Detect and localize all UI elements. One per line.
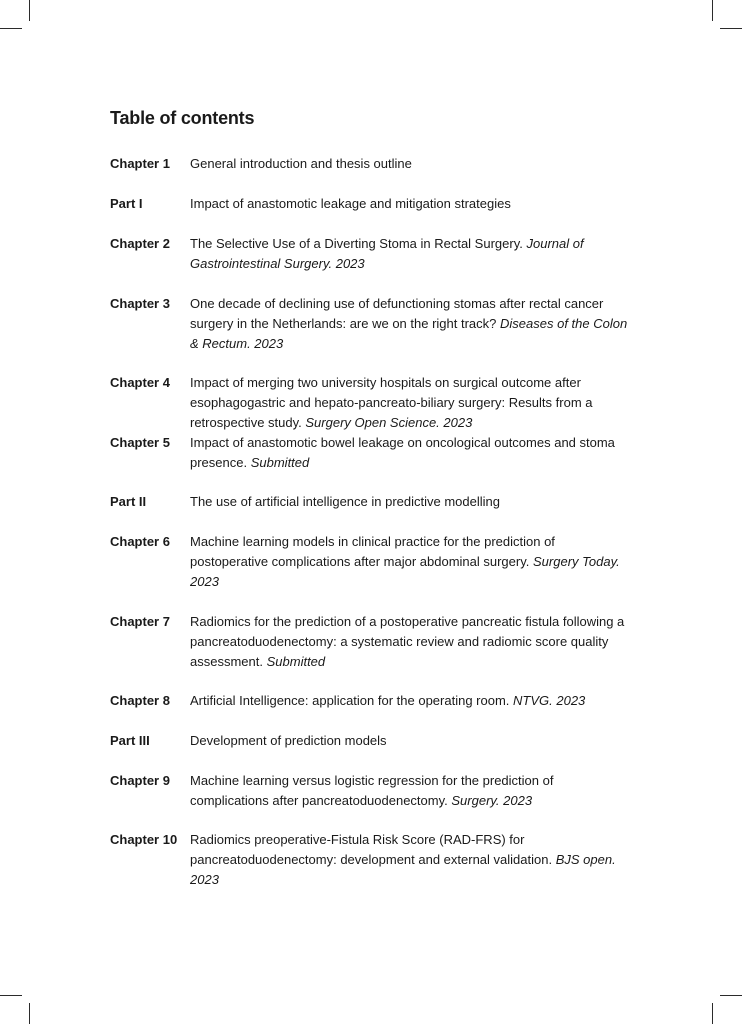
entry-title: Artificial Intelligence: application for the operating room. [190,693,510,708]
entry-title: Machine learning models in clinical practice for the prediction of postoperative complications after major abdominal surgery. [190,534,555,569]
entry-journal: Surgery Open Science. 2023 [305,415,473,430]
toc-entry-chapter-8 [110,691,630,711]
entry-title: Impact of merging two university hospitals on surgical outcome after esophagogastric and hepato-pancreato-biliary surgery: Results from a retrospective study. [190,375,593,430]
entry-label: Chapter 4 [110,375,170,390]
entry-title: Radiomics preoperative-Fistula Risk Score (RAD-FRS) for pancreatoduodenectomy: development and external validation. [190,832,553,867]
toc-entry-part-1 [110,194,630,214]
page-title: Table of contents [110,108,255,128]
toc-entry-chapter-3 [110,294,630,354]
entry-journal: Surgery Today. 2023 [190,554,620,589]
entry-journal: BJS open. 2023 [190,852,616,887]
entry-title: Impact of anastomotic leakage and mitigation strategies [190,196,511,211]
entry-title: Machine learning versus logistic regression for the prediction of complications after pancreatoduodenectomy. [190,773,554,808]
toc-entry-chapter-6 [110,532,630,592]
entry-label: Chapter 10 [110,832,178,847]
toc-entry-chapter-4 [110,373,630,433]
entry-journal: Surgery. 2023 [451,793,533,808]
crop-mark-top-left [29,0,30,21]
entry-title: The use of artificial intelligence in predictive modelling [190,494,500,509]
entry-label: Chapter 6 [110,534,170,549]
entry-title: Impact of anastomotic bowel leakage on oncological outcomes and stoma presence. [190,435,615,470]
entry-journal: Submitted [250,455,310,470]
crop-mark-top-right [712,0,713,21]
entry-label: Chapter 5 [110,435,170,450]
entry-title: The Selective Use of a Diverting Stoma in Rectal Surgery. [190,236,523,251]
toc-entry-chapter-2 [110,234,630,274]
crop-mark-bottom-left [29,1003,30,1024]
toc-entry-chapter-7 [110,612,630,672]
toc-entry-chapter-1 [110,154,630,174]
entry-title: One decade of declining use of defunctioning stomas after rectal cancer surgery in the Netherlands: are we on the right track? [190,296,604,331]
crop-mark-bottom-right [712,1003,713,1024]
entry-journal: Submitted [266,654,326,669]
crop-mark-top-right-h [720,28,742,29]
crop-mark-bottom-left-h [0,995,22,996]
entry-label: Chapter 2 [110,236,170,251]
entry-label: Chapter 3 [110,296,170,311]
entry-journal: Diseases of the Colon & Rectum. 2023 [190,316,628,351]
toc-entry-chapter-5 [110,433,630,473]
entry-label: Part III [110,733,150,748]
entry-journal: NTVG. 2023 [513,693,586,708]
entry-label: Part I [110,196,143,211]
entry-label: Part II [110,494,147,509]
toc-entry-chapter-9 [110,771,630,811]
entry-title: Radiomics for the prediction of a postoperative pancreatic fistula following a pancreatoduodenectomy: a systematic review and radiomic score quality assessment. [190,614,625,669]
entry-journal: Journal of Gastrointestinal Surgery. 2023 [190,236,584,271]
crop-mark-top-left-h [0,28,22,29]
entry-label: Chapter 9 [110,773,170,788]
entry-label: Chapter 1 [110,156,170,171]
toc-entry-chapter-10 [110,830,630,890]
entry-title: General introduction and thesis outline [190,156,412,171]
entry-label: Chapter 8 [110,693,170,708]
entry-label: Chapter 7 [110,614,170,629]
toc-entry-part-2 [110,492,630,512]
toc-entry-part-3 [110,731,630,751]
crop-mark-bottom-right-h [720,995,742,996]
entry-title: Development of prediction models [190,733,387,748]
